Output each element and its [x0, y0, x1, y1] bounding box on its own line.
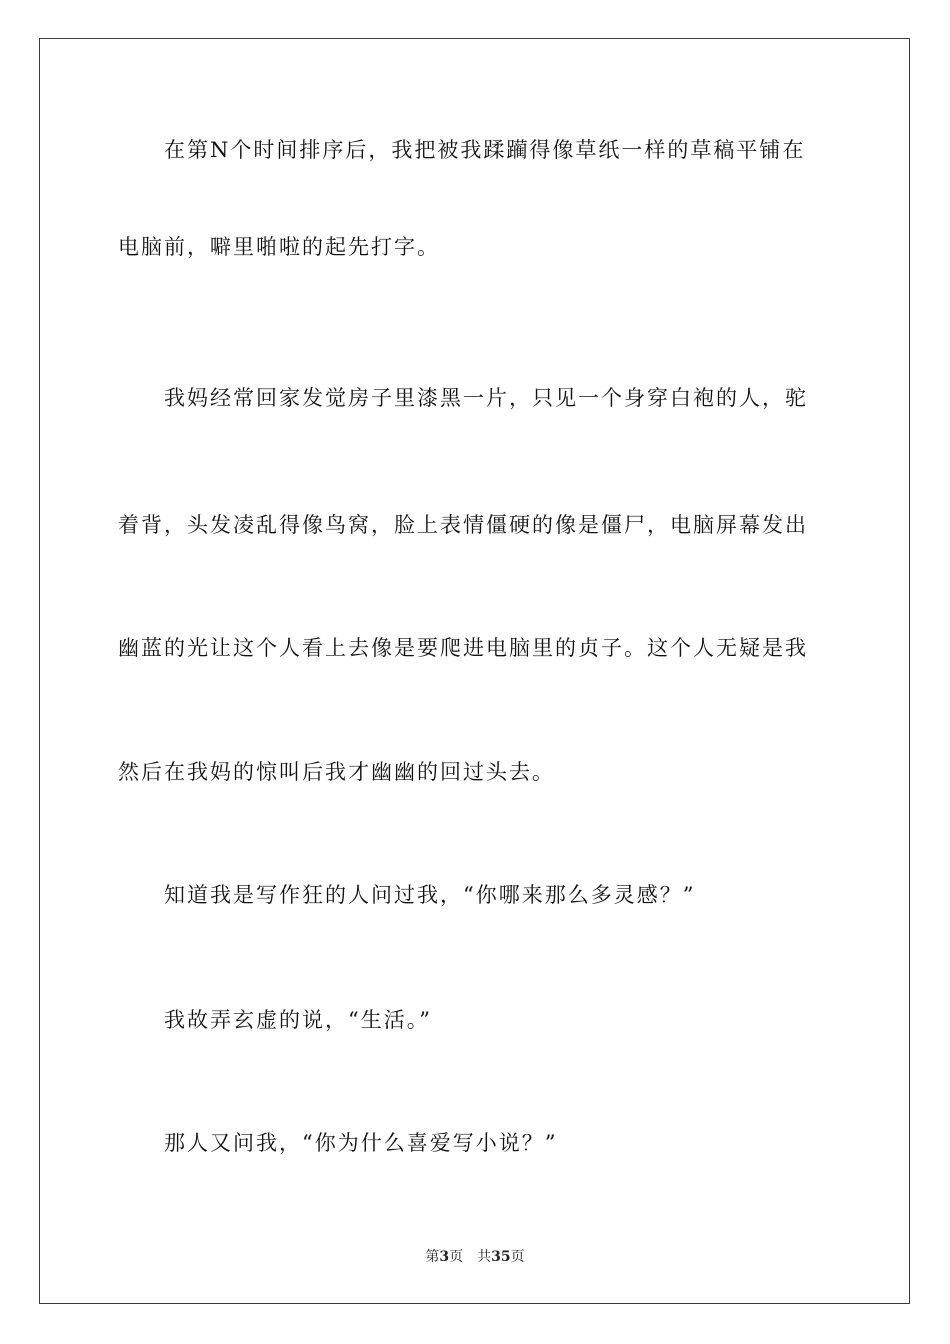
total-suffix: 页 — [510, 1249, 525, 1265]
paragraph-line: 我妈经常回家发觉房子里漆黑一片，只见一个身穿白袍的人，驼 — [164, 386, 808, 410]
page-suffix: 页 — [449, 1249, 464, 1265]
paragraph-line: 然后在我妈的惊叫后我才幽幽的回过头去。 — [118, 760, 555, 784]
total-prefix: 共 — [477, 1249, 492, 1265]
total-pages: 35 — [491, 1249, 511, 1265]
total-pages-label — [477, 1249, 524, 1265]
paragraph-line: 在第N个时间排序后，我把被我蹂躏得像草纸一样的草稿平铺在 — [164, 138, 806, 162]
page-footer — [0, 1247, 950, 1267]
paragraph-line: 着背，头发凌乱得像鸟窝，脸上表情僵硬的像是僵尸，电脑屏幕发出 — [118, 513, 808, 537]
paragraph-line: 知道我是写作狂的人问过我，“你哪来那么多灵感？” — [164, 883, 696, 907]
paragraph-line: 幽蓝的光让这个人看上去像是要爬进电脑里的贞子。这个人无疑是我 — [118, 636, 808, 660]
paragraph-line: 我故弄玄虚的说，“生活。” — [164, 1008, 432, 1032]
page-prefix: 第 — [425, 1249, 440, 1265]
paragraph-line: 电脑前，噼里啪啦的起先打字。 — [118, 235, 440, 259]
page-label — [425, 1249, 463, 1265]
page-border — [39, 38, 910, 1304]
paragraph-line: 那人又问我，“你为什么喜爱写小说？” — [164, 1131, 558, 1155]
page-number: 3 — [439, 1249, 450, 1265]
